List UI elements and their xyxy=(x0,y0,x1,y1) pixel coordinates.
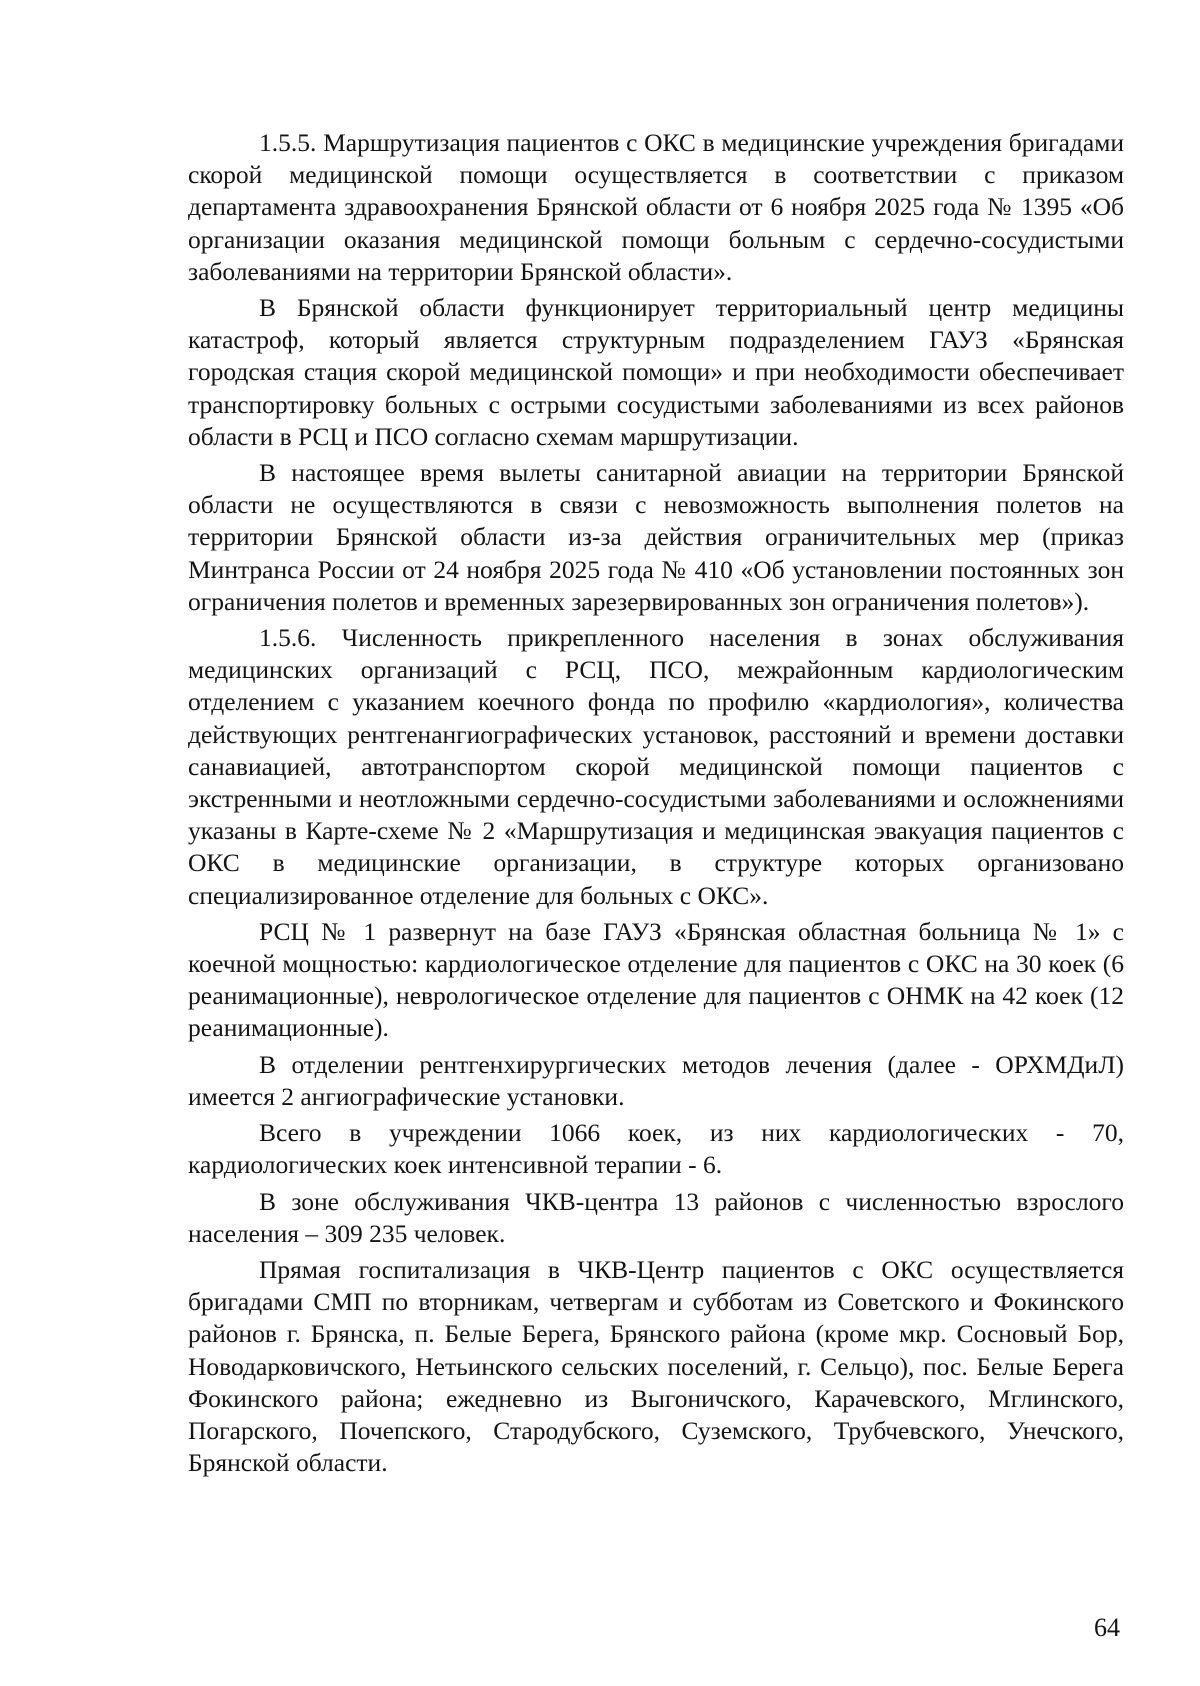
paragraph-orkhmdil: В отделении рентгенхирургических методов лечения (далее - ОРХМДиЛ) имеется 2 ангиографические установки. xyxy=(188,1049,1124,1111)
paragraph-rsc-1: РСЦ № 1 развернут на базе ГАУЗ «Брянская областная больница № 1» с коечной мощностью: кардиологическое отделение для пациентов с ОКС на 30 коек (6 реанимационные), неврологическое отделение для пациентов с ОНМК на 42 коек (12 реанимационные). xyxy=(188,916,1124,1043)
paragraph-direct-hospitalization: Прямая госпитализация в ЧКВ-Центр пациентов с ОКС осуществляется бригадами СМП по вторникам, четвергам и субботам из Советского и Фокинского районов г. Брянска, п. Белые Берега, Брянского района (кроме мкр. Сосновый Бор, Новодарковичского, Нетьинского сельских поселений, г. Сельцо), пос. Белые Берега Фокинского района; ежедневно из Выгоничского, Карачевского, Мглинского, Погарского, Почепского, Стародубского, Суземского, Трубчевского, Унечского, Брянской области. xyxy=(188,1254,1124,1478)
paragraph-disaster-medicine-center: В Брянской области функционирует территориальный центр медицины катастроф, который является структурным подразделением ГАУЗ «Брянская городская стация скорой медицинской помощи» и при необходимости обеспечивает транспортировку больных с острыми сосудистыми заболеваниями из всех районов области в РСЦ и ПСО согласно схемам маршрутизации. xyxy=(188,293,1124,451)
paragraph-air-ambulance: В настоящее время вылеты санитарной авиации на территории Брянской области не осуществляются в связи с невозможность выполнения полетов на территории Брянской области из-за действия ограничительных мер (приказ Минтранса России от 24 ноября 2025 года № 410 «Об установлении постоянных зон ограничения полетов и временных зарезервированных зон ограничения полетов»). xyxy=(188,458,1124,616)
paragraph-pci-zone: В зоне обслуживания ЧКВ-центра 13 районов с численностью взрослого населения – 309 235 человек. xyxy=(188,1186,1124,1248)
paragraph-1-5-5: 1.5.5. Маршрутизация пациентов с ОКС в медицинские учреждения бригадами скорой медицинской помощи осуществляется в соответствии с приказом департамента здравоохранения Брянской области от 6 ноября 2025 года № 1395 «Об организации оказания медицинской помощи больным с сердечно-сосудистыми заболеваниями на территории Брянской области». xyxy=(188,128,1124,286)
paragraph-total-beds: Всего в учреждении 1066 коек, из них кардиологических - 70, кардиологических коек интенсивной терапии - 6. xyxy=(188,1118,1124,1180)
page-number: 64 xyxy=(1094,1613,1120,1642)
document-body xyxy=(188,127,1124,1483)
paragraph-1-5-6: 1.5.6. Численность прикрепленного населения в зонах обслуживания медицинских организаций с РСЦ, ПСО, межрайонным кардиологическим отделением с указанием коечного фонда по профилю «кардиология», количества действующих рентгенангиографических установок, расстояний и времени доставки санавиацией, автотранспортом скорой медицинской помощи пациентов с экстренными и неотложными сердечно-сосудистыми заболеваниями и осложнениями указаны в Карте-схеме № 2 «Маршрутизация и медицинская эвакуация пациентов с ОКС в медицинские организации, в структуре которых организовано специализированное отделение для больных с ОКС». xyxy=(188,623,1124,910)
